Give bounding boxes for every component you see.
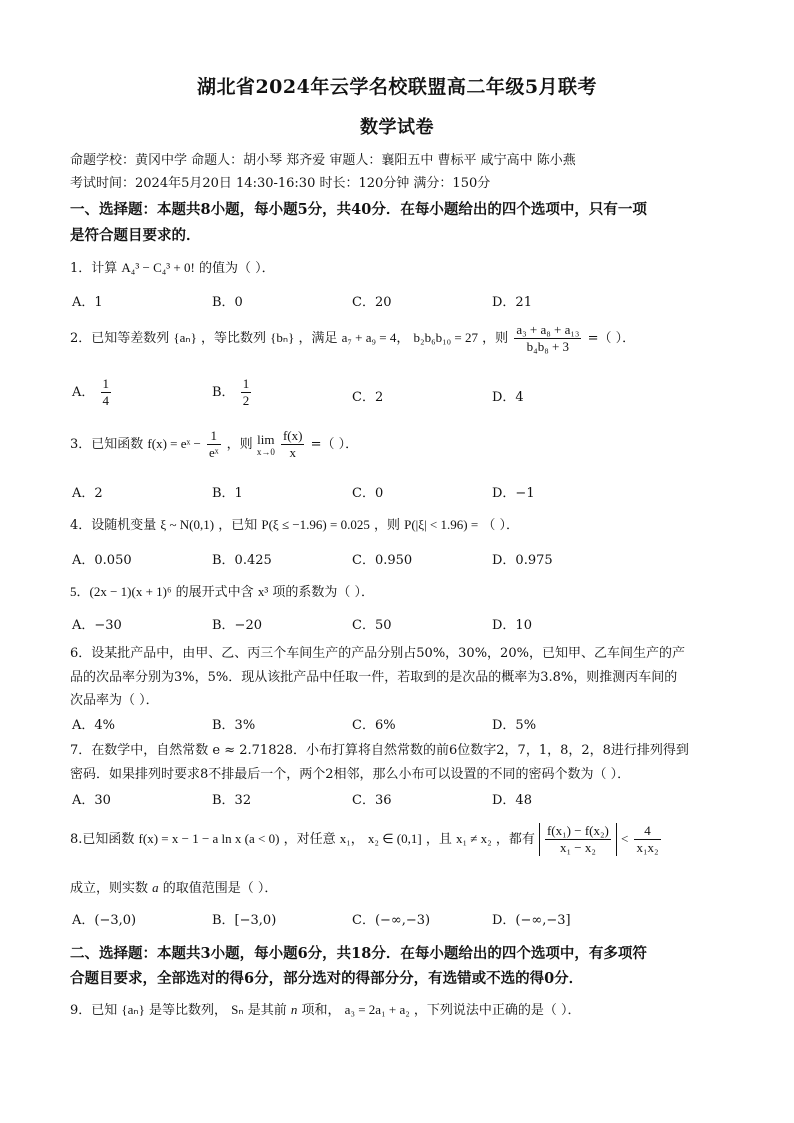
q4-ask: P(|ξ| < 1.96) =	[404, 517, 479, 532]
frac-den: 2	[242, 393, 250, 408]
question-7-line1: 7．在数学中，自然常数 e ≈ 2.71828．小布打算将自然常数的前6位数字2，7，1，8，2，8进行排列得到	[70, 743, 689, 758]
q4-text: ，则	[373, 518, 400, 533]
section1-heading-cont: 是符合题目要求的．	[70, 227, 201, 244]
q2-suffix: =（ ）．	[587, 331, 636, 346]
q2-option-a-label: A．	[72, 385, 95, 400]
q8-option-d[interactable]: D．(−∞,−3]	[492, 913, 571, 928]
q3-fraction	[207, 428, 221, 461]
q9-suffix: ，下列说法中正确的是（ ）．	[413, 1003, 581, 1018]
q3-option-d[interactable]: D．−1	[492, 486, 535, 501]
question-8	[70, 823, 663, 856]
q8-text: ，且	[425, 832, 452, 847]
question-2: 2．已知等差数列 {aₙ} ，等比数列 {bₙ} ，满足 a₇ + a₉ = 4， b₂b₆b₁₀ = 27 ，则 $\frac{\text{a₃ + a₈ + a₁₃}}{\text{b₄b₈ + 3}}$ =（ ）．	[70, 322, 636, 354]
q8-var: a	[152, 880, 159, 895]
q6-option-a[interactable]: A．4%	[72, 718, 116, 733]
q3-function: f(x) = eˣ −	[147, 436, 201, 451]
section1-heading: 一、选择题：本题共8小题，每小题5分，共40分．在每小题给出的四个选项中，只有一项	[70, 201, 647, 218]
q5-text: 的展开式中含	[175, 585, 254, 600]
q4-distribution: ξ ~ N(0,1)	[160, 517, 215, 532]
question-6-line1: 6．设某批产品中，由甲、乙、丙三个车间生产的产品分别占50%，30%，20%，已知甲、乙车间生产的产	[70, 646, 685, 661]
frac-num: f(x₁) − f(x₂)	[546, 823, 609, 838]
q2-option-b[interactable]	[212, 376, 253, 409]
q5-option-b[interactable]: B．−20	[212, 618, 262, 633]
frac-den: eˣ	[209, 445, 219, 460]
lim-sub: x→0	[256, 446, 275, 457]
frac-den: 4	[102, 393, 110, 408]
q3-prefix: 3．已知函数	[70, 437, 144, 452]
q8-neq: x₁ ≠ x₂	[455, 831, 492, 846]
q8-option-b[interactable]: B．[−3,0)	[212, 913, 277, 928]
q8-prefix: 8.已知函数	[70, 832, 135, 847]
q3-limit	[257, 433, 275, 457]
q2-prefix: 2．已知等差数列	[70, 331, 170, 346]
q7-option-c[interactable]: C．36	[352, 793, 392, 808]
question-5	[70, 581, 374, 600]
q4-option-d[interactable]: D．0.975	[492, 553, 553, 568]
q1-suffix: 的值为（ ）．	[198, 261, 275, 276]
q8-suffix: 的取值范围是（ ）．	[162, 881, 278, 896]
q1-option-d[interactable]: D．21	[492, 295, 532, 310]
q8-abs-fraction	[539, 823, 617, 856]
page-subtitle: 数学试卷	[360, 117, 434, 138]
frac-num: 4	[634, 823, 660, 840]
q9-condition: a₃ = 2a₁ + a₂	[344, 1002, 410, 1017]
question-7-line2: 密码．如果排列时要求8不排最后一个，两个2相邻，那么小布可以设置的不同的密码个数为（ ）．	[70, 767, 631, 782]
q8-text: ，都有	[495, 832, 535, 847]
q7-option-b[interactable]: B．32	[212, 793, 252, 808]
q9-n: n	[290, 1002, 298, 1017]
q8-lt: <	[620, 831, 629, 846]
question-6-line3: 次品率为（ ）．	[70, 693, 159, 708]
q3-option-b[interactable]: B．1	[212, 486, 243, 501]
q3-text: ，则	[226, 437, 253, 452]
q3-option-a[interactable]: A．2	[72, 486, 103, 501]
q2-option-b-frac	[241, 376, 252, 409]
q5-option-d[interactable]: D．10	[492, 618, 532, 633]
q1-prefix: 1．计算	[70, 261, 118, 276]
q2-condition-2: b₂b₆b₁₀ = 27	[413, 330, 479, 345]
question-6-line2: 品的次品率分别为3%，5%．现从该批产品中任取一件，若取到的是次品的概率为3.8%，则推测丙车间的	[70, 670, 678, 685]
q9-prefix: 9．已知	[70, 1003, 118, 1018]
q4-given: P(ξ ≤ −1.96) = 0.025	[261, 517, 370, 532]
q2-seq-b: {bₙ}	[270, 330, 295, 345]
q6-option-d[interactable]: D．5%	[492, 718, 537, 733]
q8-text: ，对任意	[283, 832, 336, 847]
q2-fraction-num: a₃ + a₈ + a₁₃	[516, 322, 580, 337]
frac-num: 1	[102, 376, 110, 391]
section2-heading: 二、选择题：本题共3小题，每小题6分，共18分．在每小题给出的四个选项中，有多项符	[70, 945, 647, 962]
q1-expression: A₄³ − C₄³ + 0!	[121, 260, 195, 275]
question-4	[70, 514, 519, 533]
q6-option-c[interactable]: C．6%	[352, 718, 396, 733]
q2-text: ，等比数列	[201, 331, 267, 346]
q8-text: 成立，则实数	[70, 881, 149, 896]
question-8-line2	[70, 877, 277, 896]
q5-term: x³	[257, 584, 269, 599]
q4-text: ，已知	[218, 518, 258, 533]
q2-condition-1: a₇ + a₉ = 4	[341, 330, 397, 345]
q4-option-c[interactable]: C．0.950	[352, 553, 413, 568]
question-1	[70, 257, 275, 276]
q5-option-c[interactable]: C．50	[352, 618, 392, 633]
q2-fraction-den: b₄b₈ + 3	[526, 339, 570, 354]
lim-label: lim	[257, 431, 275, 447]
q2-fraction	[514, 322, 581, 355]
q9-text: 是等比数列，	[149, 1003, 228, 1018]
q8-function: f(x) = x − 1 − a ln x (a < 0)	[138, 831, 280, 846]
question-3	[70, 428, 358, 461]
q5-expression: 5．(2x − 1)(x + 1)⁶	[70, 584, 172, 599]
q8-option-c[interactable]: C．(−∞,−3)	[352, 913, 431, 928]
q2-option-c[interactable]: C．2	[352, 390, 384, 405]
q4-suffix: （ ）．	[482, 518, 519, 533]
q7-option-a[interactable]: A．30	[72, 793, 111, 808]
frac-num: 1	[207, 428, 221, 445]
q1-option-a[interactable]: A．1	[72, 295, 103, 310]
q8-x1: x₁，	[339, 831, 364, 846]
frac-num: 1	[242, 376, 250, 391]
q1-option-b[interactable]: B．0	[212, 295, 243, 310]
q4-option-b[interactable]: B．0.425	[212, 553, 272, 568]
q2-text: ，则	[482, 331, 509, 346]
q3-limit-fraction	[281, 428, 305, 461]
q4-prefix: 4．设随机变量	[70, 518, 157, 533]
q3-option-c[interactable]: C．0	[352, 486, 384, 501]
q8-rhs-fraction	[634, 823, 660, 856]
q2-seq-a: {aₙ}	[173, 330, 197, 345]
q5-suffix: 项的系数为（ ）．	[272, 585, 374, 600]
q9-text: 项和，	[301, 1003, 341, 1018]
q2-option-a[interactable]	[72, 376, 113, 409]
frac-den: x₁x₂	[636, 840, 659, 855]
frac-num: f(x)	[282, 428, 303, 443]
frac-den: x₁ − x₂	[559, 840, 596, 855]
q7-option-d[interactable]: D．48	[492, 793, 532, 808]
q8-x2: x₂ ∈ (0,1]	[367, 831, 422, 846]
frac-den: x	[289, 445, 296, 460]
q2-option-d[interactable]: D．4	[492, 390, 524, 405]
q1-option-c[interactable]: C．20	[352, 295, 392, 310]
section2-heading-cont: 合题目要求，全部选对的得6分，部分选对的得部分分，有选错或不选的得0分．	[70, 970, 584, 987]
q9-seq: {aₙ}	[121, 1002, 145, 1017]
q5-option-a[interactable]: A．−30	[72, 618, 122, 633]
meta-authors: 命题学校：黄冈中学 命题人：胡小琴 郑齐爱 审题人：襄阳五中 曹标平 咸宁高中 陈小燕	[70, 153, 576, 168]
q9-sn: Sₙ	[231, 1002, 244, 1017]
q4-option-a[interactable]: A．0.050	[72, 553, 132, 568]
q2-option-b-label: B．	[212, 385, 235, 400]
q3-suffix: =（ ）．	[310, 437, 359, 452]
q9-text: 是其前	[247, 1003, 287, 1018]
q2-option-a-frac	[101, 376, 112, 409]
question-9	[70, 999, 581, 1018]
q8-option-a[interactable]: A．(−3,0)	[72, 913, 137, 928]
page-title: 湖北省2024年云学名校联盟高二年级5月联考	[196, 76, 598, 98]
q2-text: ，满足	[298, 331, 338, 346]
q6-option-b[interactable]: B．3%	[212, 718, 256, 733]
meta-exam-info: 考试时间：2024年5月20日 14:30-16:30 时长：120分钟 满分：150分	[70, 176, 491, 191]
